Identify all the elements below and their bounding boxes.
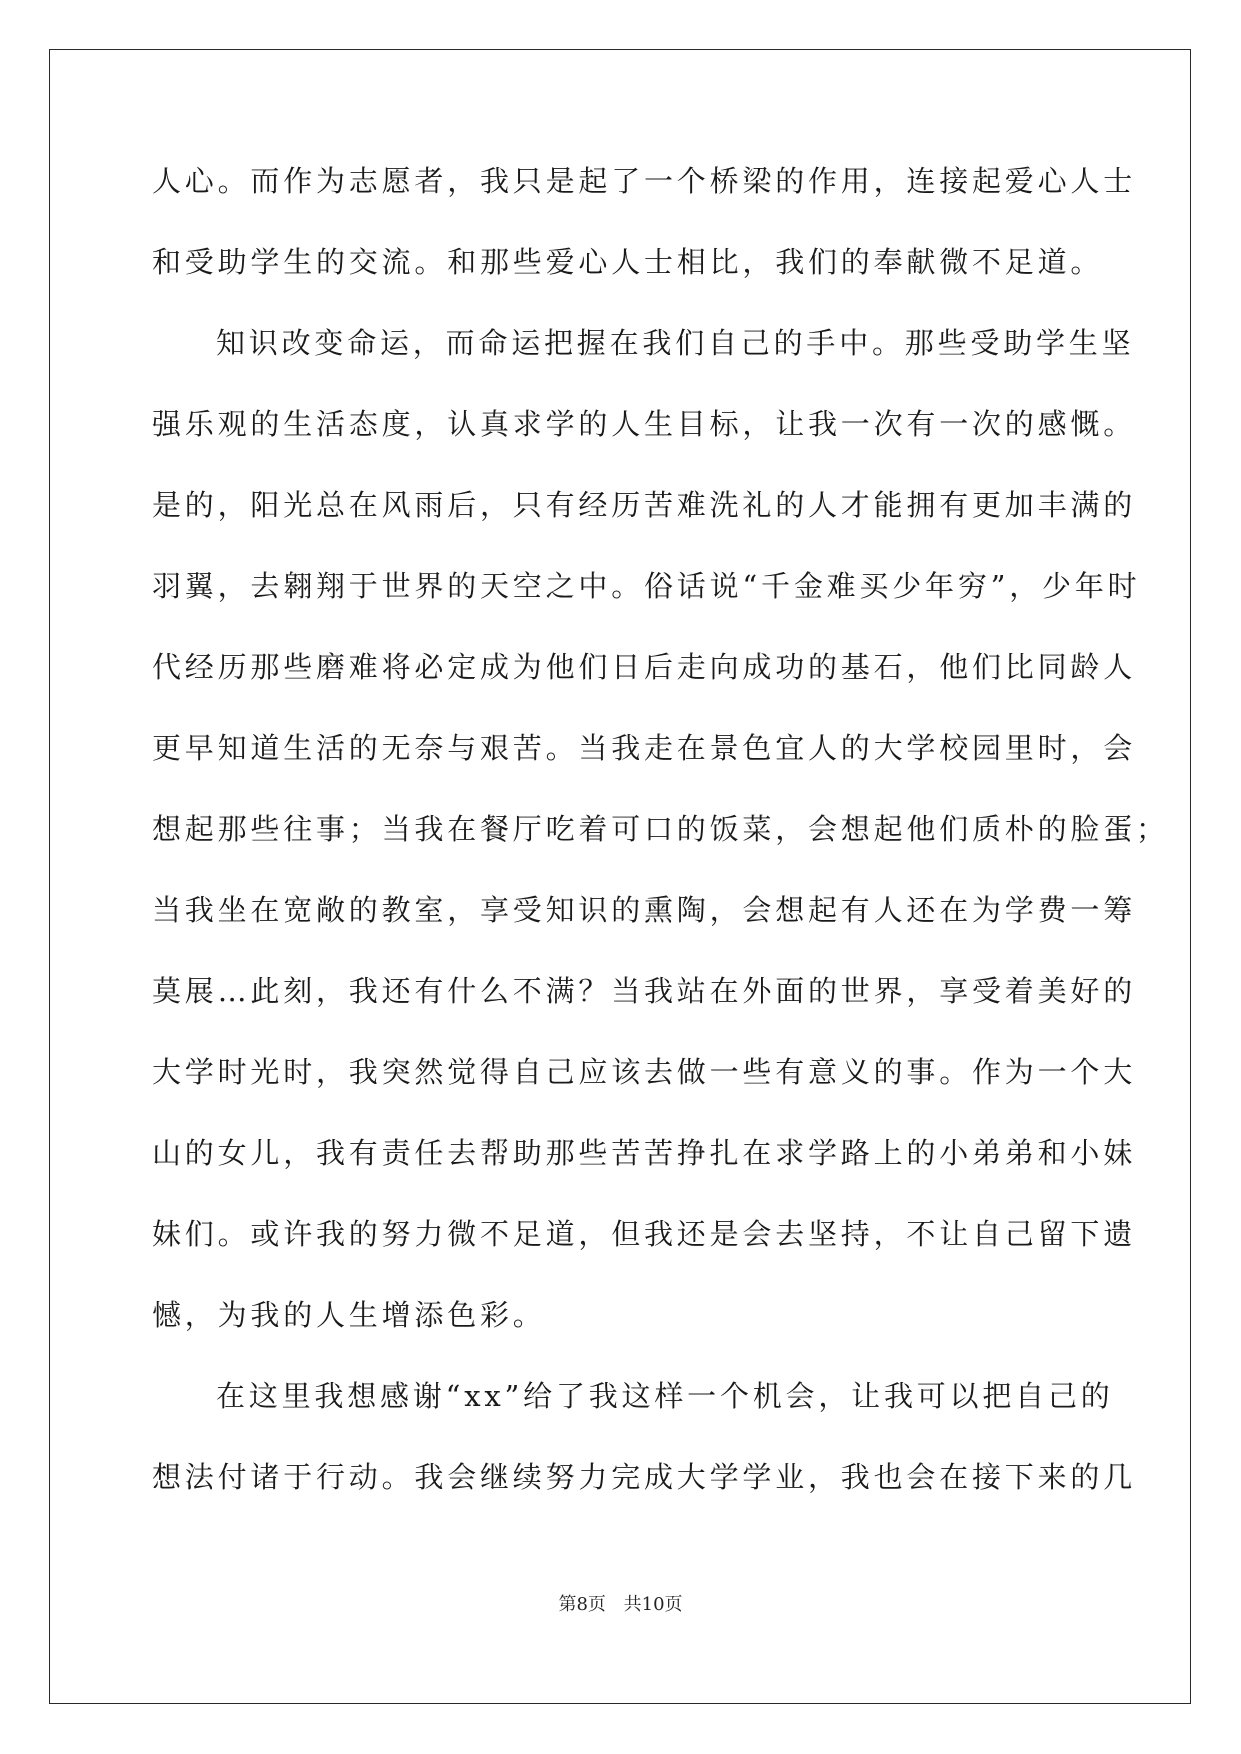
- text-line: 代经历那些磨难将必定成为他们日后走向成功的基石，他们比同龄人: [152, 650, 1137, 684]
- text-line: 是的，阳光总在风雨后，只有经历苦难洗礼的人才能拥有更加丰满的: [152, 488, 1137, 522]
- page-total: 共10页: [623, 1594, 683, 1615]
- text-line: 憾，为我的人生增添色彩。: [152, 1298, 546, 1332]
- text-line: 大学时光时，我突然觉得自己应该去做一些有意义的事。作为一个大: [152, 1055, 1137, 1089]
- text-line: 人心。而作为志愿者，我只是起了一个桥梁的作用，连接起爱心人士: [152, 164, 1137, 198]
- text-line: 莫展…此刻，我还有什么不满？当我站在外面的世界，享受着美好的: [152, 974, 1137, 1008]
- document-body: [152, 158, 1169, 1535]
- text-line: 知识改变命运，而命运把握在我们自己的手中。那些受助学生坚: [216, 326, 1135, 360]
- text-line: 妹们。或许我的努力微不足道，但我还是会去坚持，不让自己留下遗: [152, 1217, 1137, 1251]
- page-number: 第8页: [558, 1594, 606, 1615]
- text-line: 羽翼，去翱翔于世界的天空之中。俗话说“千金难买少年穷”，少年时: [152, 569, 1141, 603]
- text-line: 在这里我想感谢“xx”给了我这样一个机会，让我可以把自己的: [216, 1379, 1114, 1413]
- text-line: 当我坐在宽敞的教室，享受知识的熏陶，会想起有人还在为学费一筹: [152, 893, 1137, 927]
- text-line: 更早知道生活的无奈与艰苦。当我走在景色宜人的大学校园里时，会: [152, 731, 1137, 765]
- text-line: 和受助学生的交流。和那些爱心人士相比，我们的奉献微不足道。: [152, 245, 1104, 279]
- page-footer: [0, 1590, 1241, 1616]
- text-line: 强乐观的生活态度，认真求学的人生目标，让我一次有一次的感慨。: [152, 407, 1137, 441]
- text-line: 山的女儿，我有责任去帮助那些苦苦挣扎在求学路上的小弟弟和小妹: [152, 1136, 1137, 1170]
- text-line: 想法付诸于行动。我会继续努力完成大学学业，我也会在接下来的几: [152, 1460, 1137, 1494]
- text-line: 想起那些往事；当我在餐厅吃着可口的饭菜，会想起他们质朴的脸蛋；: [152, 812, 1169, 846]
